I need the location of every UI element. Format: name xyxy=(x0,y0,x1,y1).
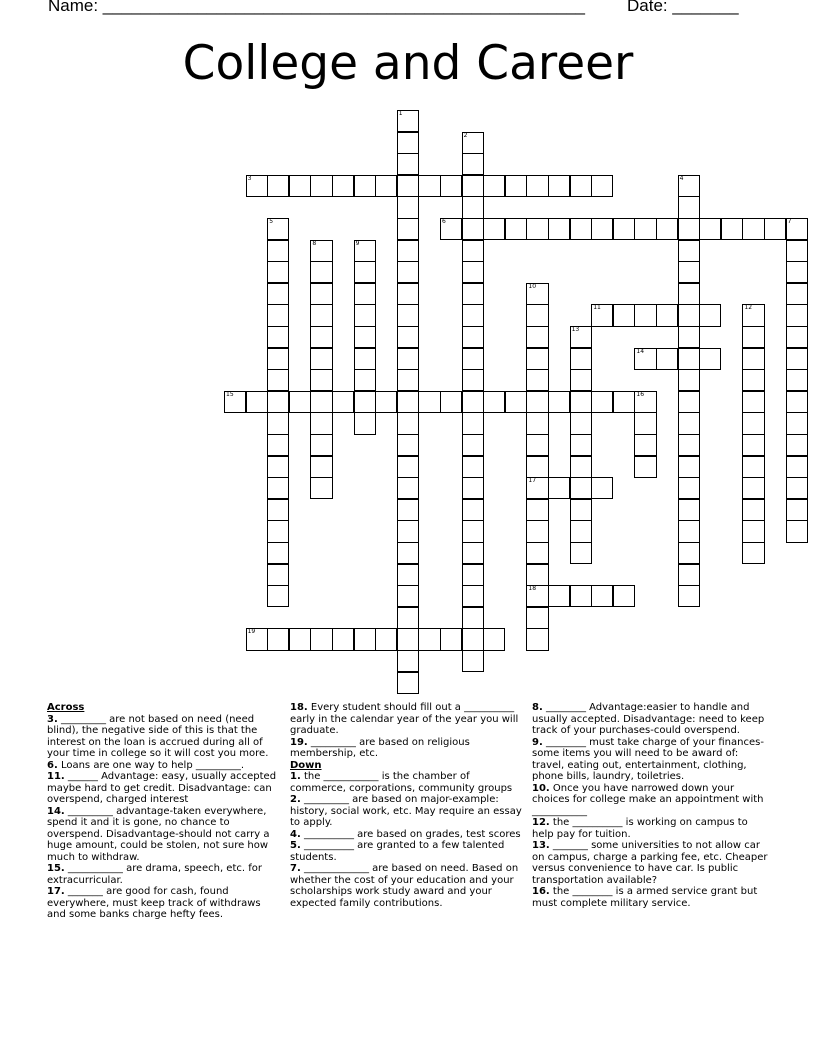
grid-cell[interactable] xyxy=(462,456,484,478)
grid-cell[interactable] xyxy=(678,499,700,521)
grid-cell[interactable] xyxy=(613,391,635,413)
grid-cell[interactable] xyxy=(570,477,592,499)
grid-cell[interactable] xyxy=(570,218,592,240)
grid-cell[interactable] xyxy=(267,326,289,348)
grid-cell[interactable] xyxy=(591,477,613,499)
grid-cell[interactable] xyxy=(656,304,678,326)
grid-cell[interactable] xyxy=(267,175,289,197)
grid-cell[interactable] xyxy=(462,477,484,499)
grid-cell[interactable] xyxy=(505,175,527,197)
clue-number: 3 xyxy=(247,174,252,182)
grid-cell[interactable] xyxy=(634,304,656,326)
clue-across-19: 19. _________ are based on religious membership, etc. xyxy=(290,736,470,759)
grid-cell[interactable] xyxy=(354,369,376,391)
grid-cell[interactable] xyxy=(267,261,289,283)
grid-cell[interactable] xyxy=(462,283,484,305)
grid-cell[interactable] xyxy=(678,391,700,413)
grid-cell[interactable] xyxy=(613,218,635,240)
grid-cell[interactable] xyxy=(397,499,419,521)
grid-cell[interactable] xyxy=(462,218,484,240)
clue-across-15: 15. ___________ are drama, speech, etc. for extracurricular. xyxy=(47,863,262,886)
clue-down-16: 16. the ________ is a armed service grant but must complete military service. xyxy=(532,886,758,909)
clue-down-8: 8. ________ Advantage:easier to handle and usually accepted. Disadvantage: need to keep track of your purchases-could overspend. xyxy=(532,702,765,736)
grid-cell[interactable] xyxy=(786,283,808,305)
grid-cell[interactable] xyxy=(570,369,592,391)
name-field-label[interactable]: Name: ___________________________________________________ xyxy=(48,0,585,15)
grid-cell[interactable] xyxy=(526,283,548,305)
clue-number: 8 xyxy=(312,239,317,247)
grid-cell[interactable] xyxy=(462,175,484,197)
grid-cell[interactable] xyxy=(591,585,613,607)
grid-cell[interactable] xyxy=(591,391,613,413)
grid-cell[interactable] xyxy=(462,564,484,586)
grid-cell[interactable] xyxy=(397,585,419,607)
grid-cell[interactable] xyxy=(397,628,419,650)
clue-down-5: 5. __________ are granted to a few talented students. xyxy=(290,840,505,863)
grid-cell[interactable] xyxy=(591,218,613,240)
grid-cell[interactable] xyxy=(224,391,246,413)
grid-cell[interactable] xyxy=(742,391,764,413)
grid-cell[interactable] xyxy=(505,218,527,240)
grid-cell[interactable] xyxy=(678,434,700,456)
grid-cell[interactable] xyxy=(354,304,376,326)
grid-cell[interactable] xyxy=(310,628,332,650)
grid-cell[interactable] xyxy=(462,628,484,650)
grid-cell[interactable] xyxy=(526,520,548,542)
grid-cell[interactable] xyxy=(310,240,332,262)
grid-cell[interactable] xyxy=(289,391,311,413)
clue-number: 6 xyxy=(442,218,446,225)
grid-cell[interactable] xyxy=(656,218,678,240)
grid-cell[interactable] xyxy=(440,628,462,650)
grid-cell[interactable] xyxy=(526,412,548,434)
grid-cell[interactable] xyxy=(462,607,484,629)
grid-cell[interactable] xyxy=(634,412,656,434)
grid-cell[interactable] xyxy=(289,175,311,197)
grid-cell[interactable] xyxy=(267,564,289,586)
grid-cell[interactable] xyxy=(354,326,376,348)
grid-cell[interactable] xyxy=(742,369,764,391)
grid-cell[interactable] xyxy=(721,218,743,240)
grid-cell[interactable] xyxy=(310,477,332,499)
grid-cell[interactable] xyxy=(570,520,592,542)
grid-cell[interactable] xyxy=(440,391,462,413)
grid-cell[interactable] xyxy=(310,261,332,283)
grid-cell[interactable] xyxy=(656,348,678,370)
grid-cell[interactable] xyxy=(548,175,570,197)
grid-cell[interactable] xyxy=(786,326,808,348)
grid-cell[interactable] xyxy=(310,412,332,434)
grid-cell[interactable] xyxy=(354,261,376,283)
grid-cell[interactable] xyxy=(526,607,548,629)
grid-cell[interactable] xyxy=(526,391,548,413)
clue-across-14: 14. _________ advantage-taken everywhere, spend it and it is gone, no chance to overspend. Disadvantage-should not carry a huge amount, could be stolen, not sure how much to withdraw. xyxy=(47,805,270,863)
grid-cell[interactable] xyxy=(678,456,700,478)
grid-cell[interactable] xyxy=(548,218,570,240)
grid-cell[interactable] xyxy=(462,434,484,456)
clue-number: 1 xyxy=(398,110,403,117)
grid-cell[interactable] xyxy=(526,304,548,326)
grid-cell[interactable] xyxy=(397,110,419,132)
grid-cell[interactable] xyxy=(786,348,808,370)
grid-cell[interactable] xyxy=(570,542,592,564)
grid-cell[interactable] xyxy=(397,477,419,499)
grid-cell[interactable] xyxy=(634,348,656,370)
grid-cell[interactable] xyxy=(354,175,376,197)
grid-cell[interactable] xyxy=(462,348,484,370)
grid-cell[interactable] xyxy=(548,585,570,607)
grid-cell[interactable] xyxy=(397,391,419,413)
grid-cell[interactable] xyxy=(267,412,289,434)
clue-down-13: 13. _______ some universities to not allow car on campus, charge a parking fee, etc. Cheaper versus convenience to have car. Is public transportation available? xyxy=(532,840,768,886)
grid-cell[interactable] xyxy=(397,348,419,370)
grid-cell[interactable] xyxy=(375,391,397,413)
clue-across-17: 17. _______ are good for cash, found everywhere, must keep track of withdraws and some banks charge hefty fees. xyxy=(47,886,261,920)
grid-cell[interactable] xyxy=(462,650,484,672)
grid-cell[interactable] xyxy=(267,585,289,607)
grid-cell[interactable] xyxy=(397,132,419,154)
grid-cell[interactable] xyxy=(397,607,419,629)
grid-cell[interactable] xyxy=(397,218,419,240)
grid-cell[interactable] xyxy=(397,369,419,391)
clue-number: 15 xyxy=(226,390,234,398)
grid-cell[interactable] xyxy=(462,261,484,283)
grid-cell[interactable] xyxy=(354,412,376,434)
grid-cell[interactable] xyxy=(526,434,548,456)
grid-cell[interactable] xyxy=(462,326,484,348)
grid-cell[interactable] xyxy=(462,391,484,413)
grid-cell[interactable] xyxy=(267,283,289,305)
grid-cell[interactable] xyxy=(267,434,289,456)
grid-cell[interactable] xyxy=(678,240,700,262)
grid-cell[interactable] xyxy=(786,304,808,326)
grid-cell[interactable] xyxy=(786,456,808,478)
grid-cell[interactable] xyxy=(332,175,354,197)
grid-cell[interactable] xyxy=(634,456,656,478)
grid-cell[interactable] xyxy=(591,175,613,197)
down-heading: Down xyxy=(290,759,322,771)
grid-cell[interactable] xyxy=(397,175,419,197)
grid-cell[interactable] xyxy=(678,520,700,542)
clue-number: 12 xyxy=(744,304,753,312)
grid-cell[interactable] xyxy=(354,348,376,370)
grid-cell[interactable] xyxy=(786,499,808,521)
grid-cell[interactable] xyxy=(483,391,505,413)
grid-cell[interactable] xyxy=(678,261,700,283)
grid-cell[interactable] xyxy=(786,369,808,391)
grid-cell[interactable] xyxy=(742,218,764,240)
grid-cell[interactable] xyxy=(267,456,289,478)
grid-cell[interactable] xyxy=(267,499,289,521)
grid-cell[interactable] xyxy=(634,434,656,456)
grid-cell[interactable] xyxy=(462,196,484,218)
grid-cell[interactable] xyxy=(742,304,764,326)
grid-cell[interactable] xyxy=(397,326,419,348)
grid-cell[interactable] xyxy=(397,412,419,434)
grid-cell[interactable] xyxy=(267,542,289,564)
page-title: College and Career xyxy=(182,36,634,91)
grid-cell[interactable] xyxy=(397,520,419,542)
grid-cell[interactable] xyxy=(742,477,764,499)
grid-cell[interactable] xyxy=(354,628,376,650)
grid-cell[interactable] xyxy=(483,175,505,197)
grid-cell[interactable] xyxy=(462,499,484,521)
grid-cell[interactable] xyxy=(786,261,808,283)
across-heading: Across xyxy=(47,702,85,713)
grid-cell[interactable] xyxy=(310,283,332,305)
grid-cell[interactable] xyxy=(246,391,268,413)
clue-number: 19 xyxy=(247,628,256,636)
grid-cell[interactable] xyxy=(526,564,548,586)
grid-cell[interactable] xyxy=(613,585,635,607)
grid-cell[interactable] xyxy=(267,628,289,650)
grid-cell[interactable] xyxy=(699,218,721,240)
grid-cell[interactable] xyxy=(678,196,700,218)
grid-cell[interactable] xyxy=(742,520,764,542)
grid-cell[interactable] xyxy=(440,218,462,240)
clue-across-18: 18. Every student should fill out a __________ early in the calendar year of the year you will graduate. xyxy=(290,702,519,736)
clue-number: 9 xyxy=(355,239,360,247)
grid-cell[interactable] xyxy=(742,542,764,564)
grid-cell[interactable] xyxy=(397,153,419,175)
grid-cell[interactable] xyxy=(397,434,419,456)
clues-column-3 xyxy=(532,702,768,909)
clue-down-1: 1. the ___________ is the chamber of commerce, corporations, community groups xyxy=(290,771,513,794)
grid-cell[interactable] xyxy=(332,628,354,650)
clue-across-3: 3. _________ are not based on need (need blind), the negative side of this is that the interest on the loan is accrued during all of your time in college so it will cost you more. xyxy=(47,713,269,759)
clue-down-4: 4. __________ are based on grades, test scores xyxy=(290,828,521,840)
grid-cell[interactable] xyxy=(526,499,548,521)
clue-down-10: 10. Once you have narrowed down your choices for college make an appointment with ___________ xyxy=(532,782,764,817)
grid-cell[interactable] xyxy=(246,628,268,650)
grid-cell[interactable] xyxy=(462,542,484,564)
grid-cell[interactable] xyxy=(418,628,440,650)
grid-cell[interactable] xyxy=(397,283,419,305)
grid-cell[interactable] xyxy=(267,369,289,391)
grid-cell[interactable] xyxy=(678,564,700,586)
grid-cell[interactable] xyxy=(267,391,289,413)
grid-cell[interactable] xyxy=(742,348,764,370)
grid-cell[interactable] xyxy=(462,412,484,434)
clues-column-2 xyxy=(290,702,523,909)
grid-cell[interactable] xyxy=(397,240,419,262)
grid-cell[interactable] xyxy=(483,218,505,240)
grid-cell[interactable] xyxy=(786,218,808,240)
grid-cell[interactable] xyxy=(310,348,332,370)
grid-cell[interactable] xyxy=(267,348,289,370)
grid-cell[interactable] xyxy=(678,542,700,564)
grid-cell[interactable] xyxy=(354,283,376,305)
grid-cell[interactable] xyxy=(310,326,332,348)
clue-number: 5 xyxy=(269,218,274,225)
grid-cell[interactable] xyxy=(678,175,700,197)
grid-cell[interactable] xyxy=(678,326,700,348)
grid-cell[interactable] xyxy=(742,499,764,521)
clue-number: 16 xyxy=(636,390,645,398)
grid-cell[interactable] xyxy=(613,304,635,326)
grid-cell[interactable] xyxy=(462,520,484,542)
grid-cell[interactable] xyxy=(678,369,700,391)
grid-cell[interactable] xyxy=(786,434,808,456)
grid-cell[interactable] xyxy=(699,348,721,370)
grid-cell[interactable] xyxy=(310,304,332,326)
grid-cell[interactable] xyxy=(354,240,376,262)
clue-number: 4 xyxy=(679,174,684,182)
grid-cell[interactable] xyxy=(267,240,289,262)
grid-cell[interactable] xyxy=(786,412,808,434)
grid-cell[interactable] xyxy=(570,412,592,434)
grid-cell[interactable] xyxy=(570,391,592,413)
clue-number: 11 xyxy=(593,304,601,312)
clue-number: 13 xyxy=(571,326,580,333)
grid-cell[interactable] xyxy=(764,218,786,240)
grid-cell[interactable] xyxy=(526,369,548,391)
grid-cell[interactable] xyxy=(462,304,484,326)
grid-cell[interactable] xyxy=(678,477,700,499)
grid-cell[interactable] xyxy=(397,456,419,478)
grid-cell[interactable] xyxy=(505,391,527,413)
grid-cell[interactable] xyxy=(570,348,592,370)
grid-cell[interactable] xyxy=(440,175,462,197)
clue-down-9: 9. ________ must take charge of your finances-some items you will need to be award of: travel, eating out, entertainment, clothing, phone bills, laundry, toiletries. xyxy=(532,736,764,782)
grid-cell[interactable] xyxy=(526,585,548,607)
grid-cell[interactable] xyxy=(742,456,764,478)
grid-cell[interactable] xyxy=(397,196,419,218)
grid-cell[interactable] xyxy=(375,628,397,650)
grid-cell[interactable] xyxy=(742,434,764,456)
clue-number: 10 xyxy=(528,282,537,290)
grid-cell[interactable] xyxy=(462,132,484,154)
grid-cell[interactable] xyxy=(526,175,548,197)
grid-cell[interactable] xyxy=(526,218,548,240)
grid-cell[interactable] xyxy=(678,218,700,240)
clue-down-2: 2. _________ are based on major-example: history, social work, etc. May require an essay to apply. xyxy=(290,794,522,828)
grid-cell[interactable] xyxy=(462,153,484,175)
grid-cell[interactable] xyxy=(634,218,656,240)
grid-cell[interactable] xyxy=(526,477,548,499)
grid-cell[interactable] xyxy=(742,412,764,434)
grid-cell[interactable] xyxy=(418,391,440,413)
grid-cell[interactable] xyxy=(786,520,808,542)
grid-cell[interactable] xyxy=(418,175,440,197)
grid-cell[interactable] xyxy=(267,218,289,240)
clue-across-11: 11. ______ Advantage: easy, usually accepted maybe hard to get credit. Disadvantage: can overspend, charged interest xyxy=(47,771,277,805)
grid-cell[interactable] xyxy=(267,304,289,326)
grid-cell[interactable] xyxy=(397,672,419,694)
grid-cell[interactable] xyxy=(462,240,484,262)
grid-cell[interactable] xyxy=(310,369,332,391)
grid-cell[interactable] xyxy=(786,240,808,262)
grid-cell[interactable] xyxy=(570,585,592,607)
grid-cell[interactable] xyxy=(526,456,548,478)
clue-down-7: 7. _____________ are based on need. Based on whether the cost of your education and your scholarships work study award and your expected family contributions. xyxy=(290,863,519,909)
grid-cell[interactable] xyxy=(397,650,419,672)
grid-cell[interactable] xyxy=(462,369,484,391)
grid-cell[interactable] xyxy=(397,304,419,326)
grid-cell[interactable] xyxy=(310,456,332,478)
clues-column-1 xyxy=(47,702,280,921)
grid-cell[interactable] xyxy=(310,175,332,197)
date-field-label[interactable]: Date: _______ xyxy=(627,0,739,15)
grid-cell[interactable] xyxy=(548,477,570,499)
grid-cell[interactable] xyxy=(375,175,397,197)
grid-cell[interactable] xyxy=(526,628,548,650)
grid-cell[interactable] xyxy=(267,477,289,499)
grid-cell[interactable] xyxy=(483,628,505,650)
clue-number: 2 xyxy=(463,131,468,139)
grid-cell[interactable] xyxy=(397,542,419,564)
clue-number: 7 xyxy=(787,218,792,225)
clue-number: 18 xyxy=(528,585,537,593)
grid-cell[interactable] xyxy=(397,261,419,283)
clue-across-6: 6. Loans are one way to help _________. xyxy=(47,759,245,771)
grid-cell[interactable] xyxy=(310,391,332,413)
grid-cell[interactable] xyxy=(289,628,311,650)
grid-cell[interactable] xyxy=(526,348,548,370)
grid-cell[interactable] xyxy=(634,391,656,413)
grid-cell[interactable] xyxy=(678,304,700,326)
grid-cell[interactable] xyxy=(246,175,268,197)
grid-cell[interactable] xyxy=(570,434,592,456)
grid-cell[interactable] xyxy=(332,391,354,413)
grid-cell[interactable] xyxy=(699,304,721,326)
clue-number: 17 xyxy=(528,477,537,485)
grid-cell[interactable] xyxy=(354,391,376,413)
grid-cell[interactable] xyxy=(570,456,592,478)
grid-cell[interactable] xyxy=(678,585,700,607)
grid-cell[interactable] xyxy=(267,520,289,542)
grid-cell[interactable] xyxy=(570,175,592,197)
grid-cell[interactable] xyxy=(462,585,484,607)
grid-cell[interactable] xyxy=(786,477,808,499)
grid-cell[interactable] xyxy=(526,326,548,348)
grid-cell[interactable] xyxy=(548,391,570,413)
grid-cell[interactable] xyxy=(526,542,548,564)
grid-cell[interactable] xyxy=(742,326,764,348)
grid-cell[interactable] xyxy=(591,304,613,326)
grid-cell[interactable] xyxy=(786,391,808,413)
grid-cell[interactable] xyxy=(678,348,700,370)
grid-cell[interactable] xyxy=(678,283,700,305)
grid-cell[interactable] xyxy=(570,326,592,348)
clue-number: 14 xyxy=(636,347,645,355)
grid-cell[interactable] xyxy=(570,499,592,521)
grid-cell[interactable] xyxy=(678,412,700,434)
grid-cell[interactable] xyxy=(397,564,419,586)
clue-down-12: 12. the __________ is working on campus to help pay for tuition. xyxy=(532,817,748,840)
grid-cell[interactable] xyxy=(310,434,332,456)
